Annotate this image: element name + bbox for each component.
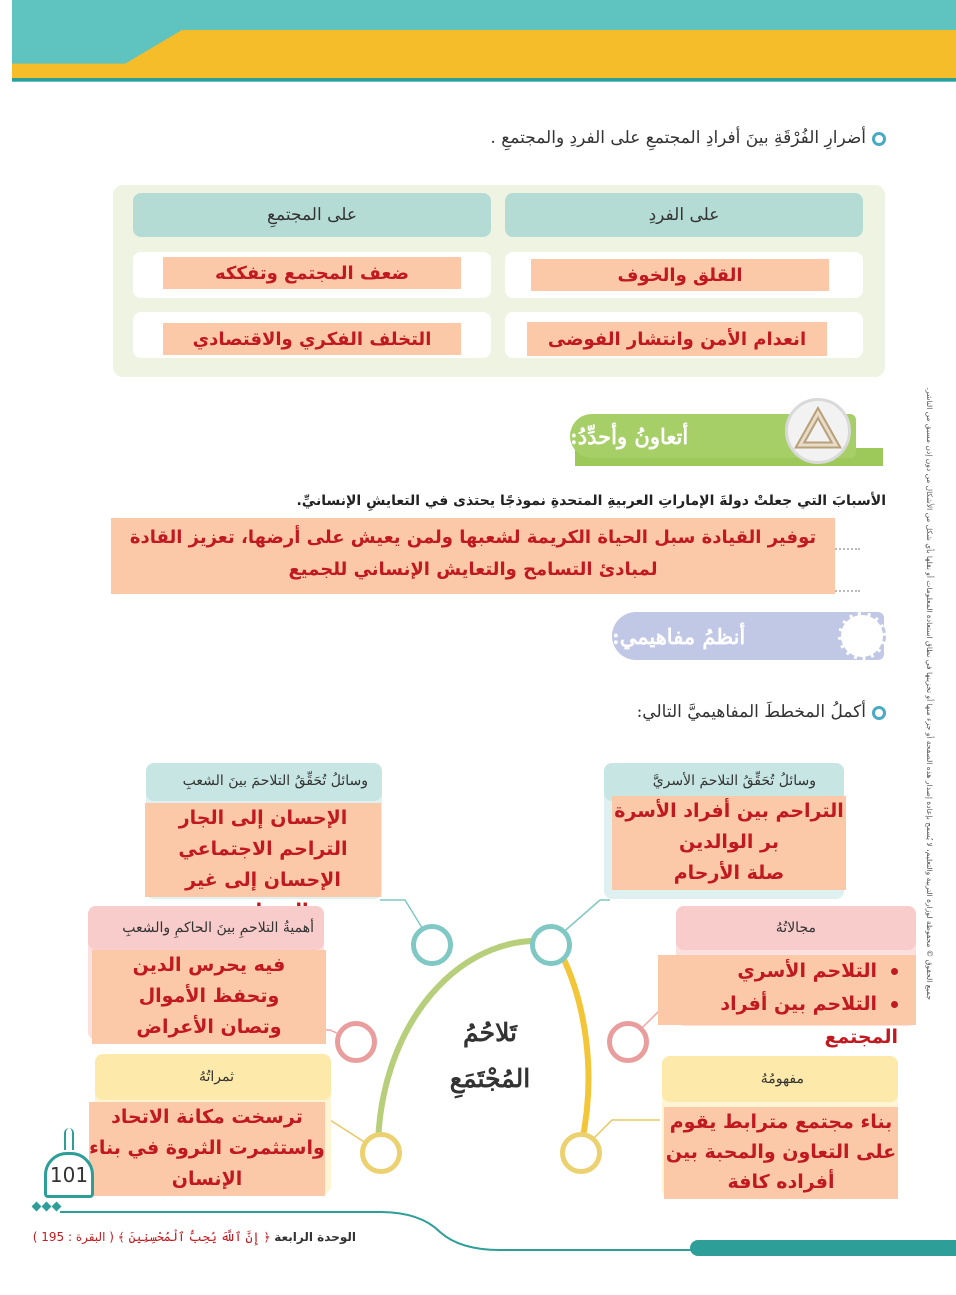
node-importance <box>335 1021 377 1063</box>
people-means-answer[interactable]: الإحسان إلى الجار التراحم الاجتماعي الإحسان إلى غير <box>145 803 381 897</box>
node-family-means <box>530 924 572 966</box>
bullet-icon <box>891 1001 898 1008</box>
fruits-title: ثمراتُهُ <box>198 1069 234 1085</box>
question-2: الأسبابَ التي جعلتْ دولةَ الإماراتِ العربيةِ المتحدةِ نموذجًا يحتذى في التعايشِ الإنسانيِّ. <box>296 493 886 509</box>
importance-answer[interactable]: فيه يحرس الدين وتحفظ الأموال وتصان الأعراض <box>92 950 326 1044</box>
family-means-answer[interactable]: التراحم بين أفراد الأسرة بر الوالدين صلة الأرحام <box>612 796 846 890</box>
fields-answer[interactable]: التلاحم الأسري التلاحم بين أفراد المجتمع <box>658 955 916 1025</box>
question-1: أضرارِ الفُرْقَةِ بينَ أفرادِ المجتمعِ على الفردِ والمجتمعِ . <box>490 128 886 148</box>
concept-answer[interactable]: بناء مجتمع مترابط يقوم على التعاون والمحبة بين أفراده كافة <box>664 1107 898 1199</box>
answer-society-1[interactable]: ضعف المجتمع وتفككه <box>163 257 461 289</box>
footer-bar <box>690 1240 956 1256</box>
answer-individual-2[interactable]: انعدام الأمن وانتشار الفوضى <box>527 322 827 356</box>
header-society: على المجتمعِ <box>133 193 491 237</box>
family-means-title: وسائلُ تُحَقِّقُ التلاحمَ الأسريَّ <box>652 773 816 789</box>
fields-title: مجالاتُهُ <box>775 920 816 936</box>
footer-text: الوحدة الرابعة ﴿ إِنَّ ٱللَّهَ يُحِبُّ ٱلْمُحْسِنِينَ ﴾ ( البقرة : 195 ) <box>32 1230 356 1244</box>
answer-society-2[interactable]: التخلف الفكري والاقتصادي <box>163 323 461 355</box>
node-fields <box>607 1021 649 1063</box>
arc-right <box>555 942 588 1150</box>
page-number: 101 <box>44 1152 94 1198</box>
bullet-icon <box>891 968 898 975</box>
concept-title: مفهومُهُ <box>760 1071 804 1087</box>
organize-banner: أنظمُ مفاهيمي: <box>612 612 884 660</box>
copyright-side-note: جميع الحقوق © محفوظة لوزارة التربية والتعليم، لا يُسمح بإعادة إصدار هذه الصفحة أو جزء منها أو تخزينها في نطاق استعادة المعلومات أو نقلها بأي شكل من الأشكال من دون إذن مسبق من الناشر. <box>925 387 934 1000</box>
node-concept <box>560 1132 602 1174</box>
page-number-ornament <box>64 1128 74 1150</box>
answer-individual-1[interactable]: القلق والخوف <box>531 259 829 291</box>
node-people-means <box>411 924 453 966</box>
center-title: تَلاحُمُ المُجْتَمَعِ <box>449 1018 531 1093</box>
importance-title: أهميةُ التلاحمِ بينَ الحاكمِ والشعبِ <box>122 920 314 936</box>
cooperate-banner: أتعاونُ وأحدِّدُ: <box>570 414 856 458</box>
people-means-title: وسائلُ تُحَقِّقُ التلاحمَ بينَ الشعبِ <box>182 773 368 789</box>
header-individual: على الفردِ <box>505 193 863 237</box>
question-3: أكملُ المخططَ المفاهيميَّ التالي: <box>637 702 886 722</box>
node-fruits <box>360 1132 402 1174</box>
answer-2[interactable]: توفير القيادة سبل الحياة الكريمة لشعبها ولمن يعيش على أرضها، تعزيز القادة لمبادئ التسامح والتعايش الإنساني للجميع <box>111 518 835 594</box>
fruits-answer[interactable]: ترسخت مكانة الاتحاد واستثمرت الثروة في بناء الإنسان <box>89 1102 325 1196</box>
